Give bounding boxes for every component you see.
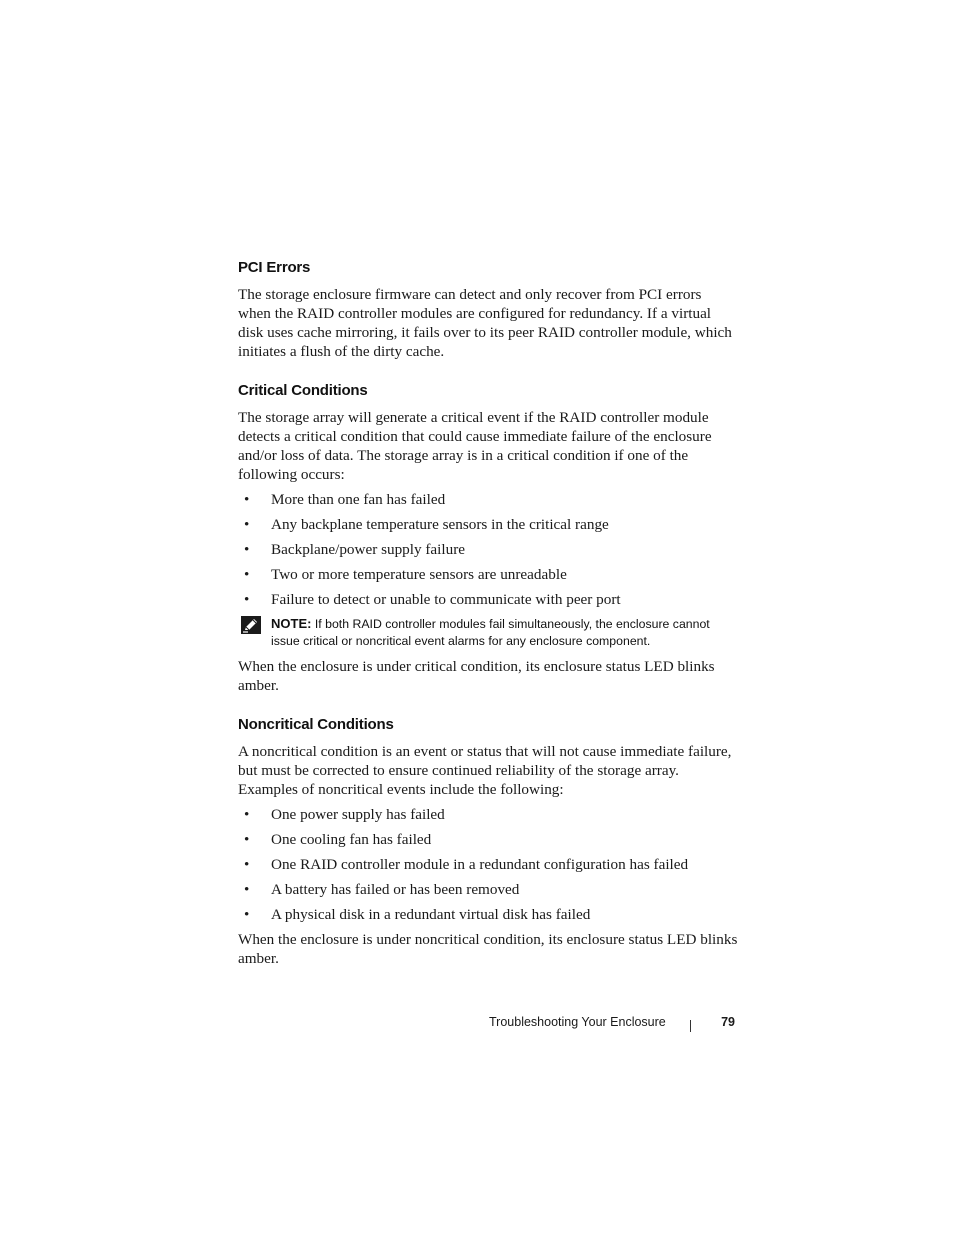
list-item: • Two or more temperature sensors are unreadable [244,566,567,583]
note-label: NOTE: [271,616,312,631]
list-item: • Any backplane temperature sensors in the critical range [244,516,609,533]
body-paragraph: The storage array will generate a critical event if the RAID controller module detects a critical condition that could cause immediate failure of the enclosure and/or loss of data. The storage array is in a critical condition if one of the following occurs: [238,409,712,483]
bullet-glyph: • [244,491,250,508]
list-item: • Backplane/power supply failure [244,541,465,558]
bullet-glyph: • [244,906,250,923]
list-item: • One cooling fan has failed [244,831,432,848]
bullet-glyph: • [244,881,250,898]
bullet-glyph: • [244,591,250,608]
note-text: If both RAID controller modules fail simultaneously, the enclosure cannot issue critical or noncritical event alarms for any enclosure component. [271,617,710,648]
bullet-glyph: • [244,541,250,558]
note-callout [238,615,738,651]
bullet-glyph: • [244,566,250,583]
list-item: • A battery has failed or has been removed [244,881,520,898]
bullet-glyph: • [244,831,250,848]
list-item: • More than one fan has failed [244,491,446,508]
section-heading: Critical Conditions [238,382,368,399]
page-number: 79 [721,1015,735,1029]
bullet-glyph: • [244,856,250,873]
page-footer [489,1015,735,1035]
list-item: • One power supply has failed [244,806,445,823]
bullet-glyph: • [244,516,250,533]
body-paragraph: When the enclosure is under noncritical condition, its enclosure status LED blinks amber. [238,931,738,967]
footer-chapter-title: Troubleshooting Your Enclosure [489,1015,666,1029]
list-item: • A physical disk in a redundant virtual disk has failed [244,906,591,923]
section-critical-conditions [238,381,738,695]
list-item: • Failure to detect or unable to communicate with peer port [244,591,621,608]
bullet-list [238,805,738,930]
section-noncritical-conditions [238,715,738,968]
body-paragraph: A noncritical condition is an event or status that will not cause immediate failure, but must be corrected to ensure continued reliability of the storage array. Examples of noncritical events include the following: [238,743,732,798]
section-heading: Noncritical Conditions [238,716,394,733]
page-content [238,258,738,968]
bullet-glyph: • [244,806,250,823]
section-pci-errors [238,258,738,361]
body-paragraph: The storage enclosure firmware can detect and only recover from PCI errors when the RAID controller modules are configured for redundancy. If a virtual disk uses cache mirroring, it fails over to its peer RAID controller module, which initiates a flush of the dirty cache. [238,286,732,360]
pencil-note-icon [240,615,262,635]
section-heading: PCI Errors [238,259,311,276]
footer-divider [690,1020,691,1032]
list-item: • One RAID controller module in a redundant configuration has failed [244,856,689,873]
body-paragraph: When the enclosure is under critical condition, its enclosure status LED blinks amber. [238,658,715,694]
bullet-list [238,490,738,615]
